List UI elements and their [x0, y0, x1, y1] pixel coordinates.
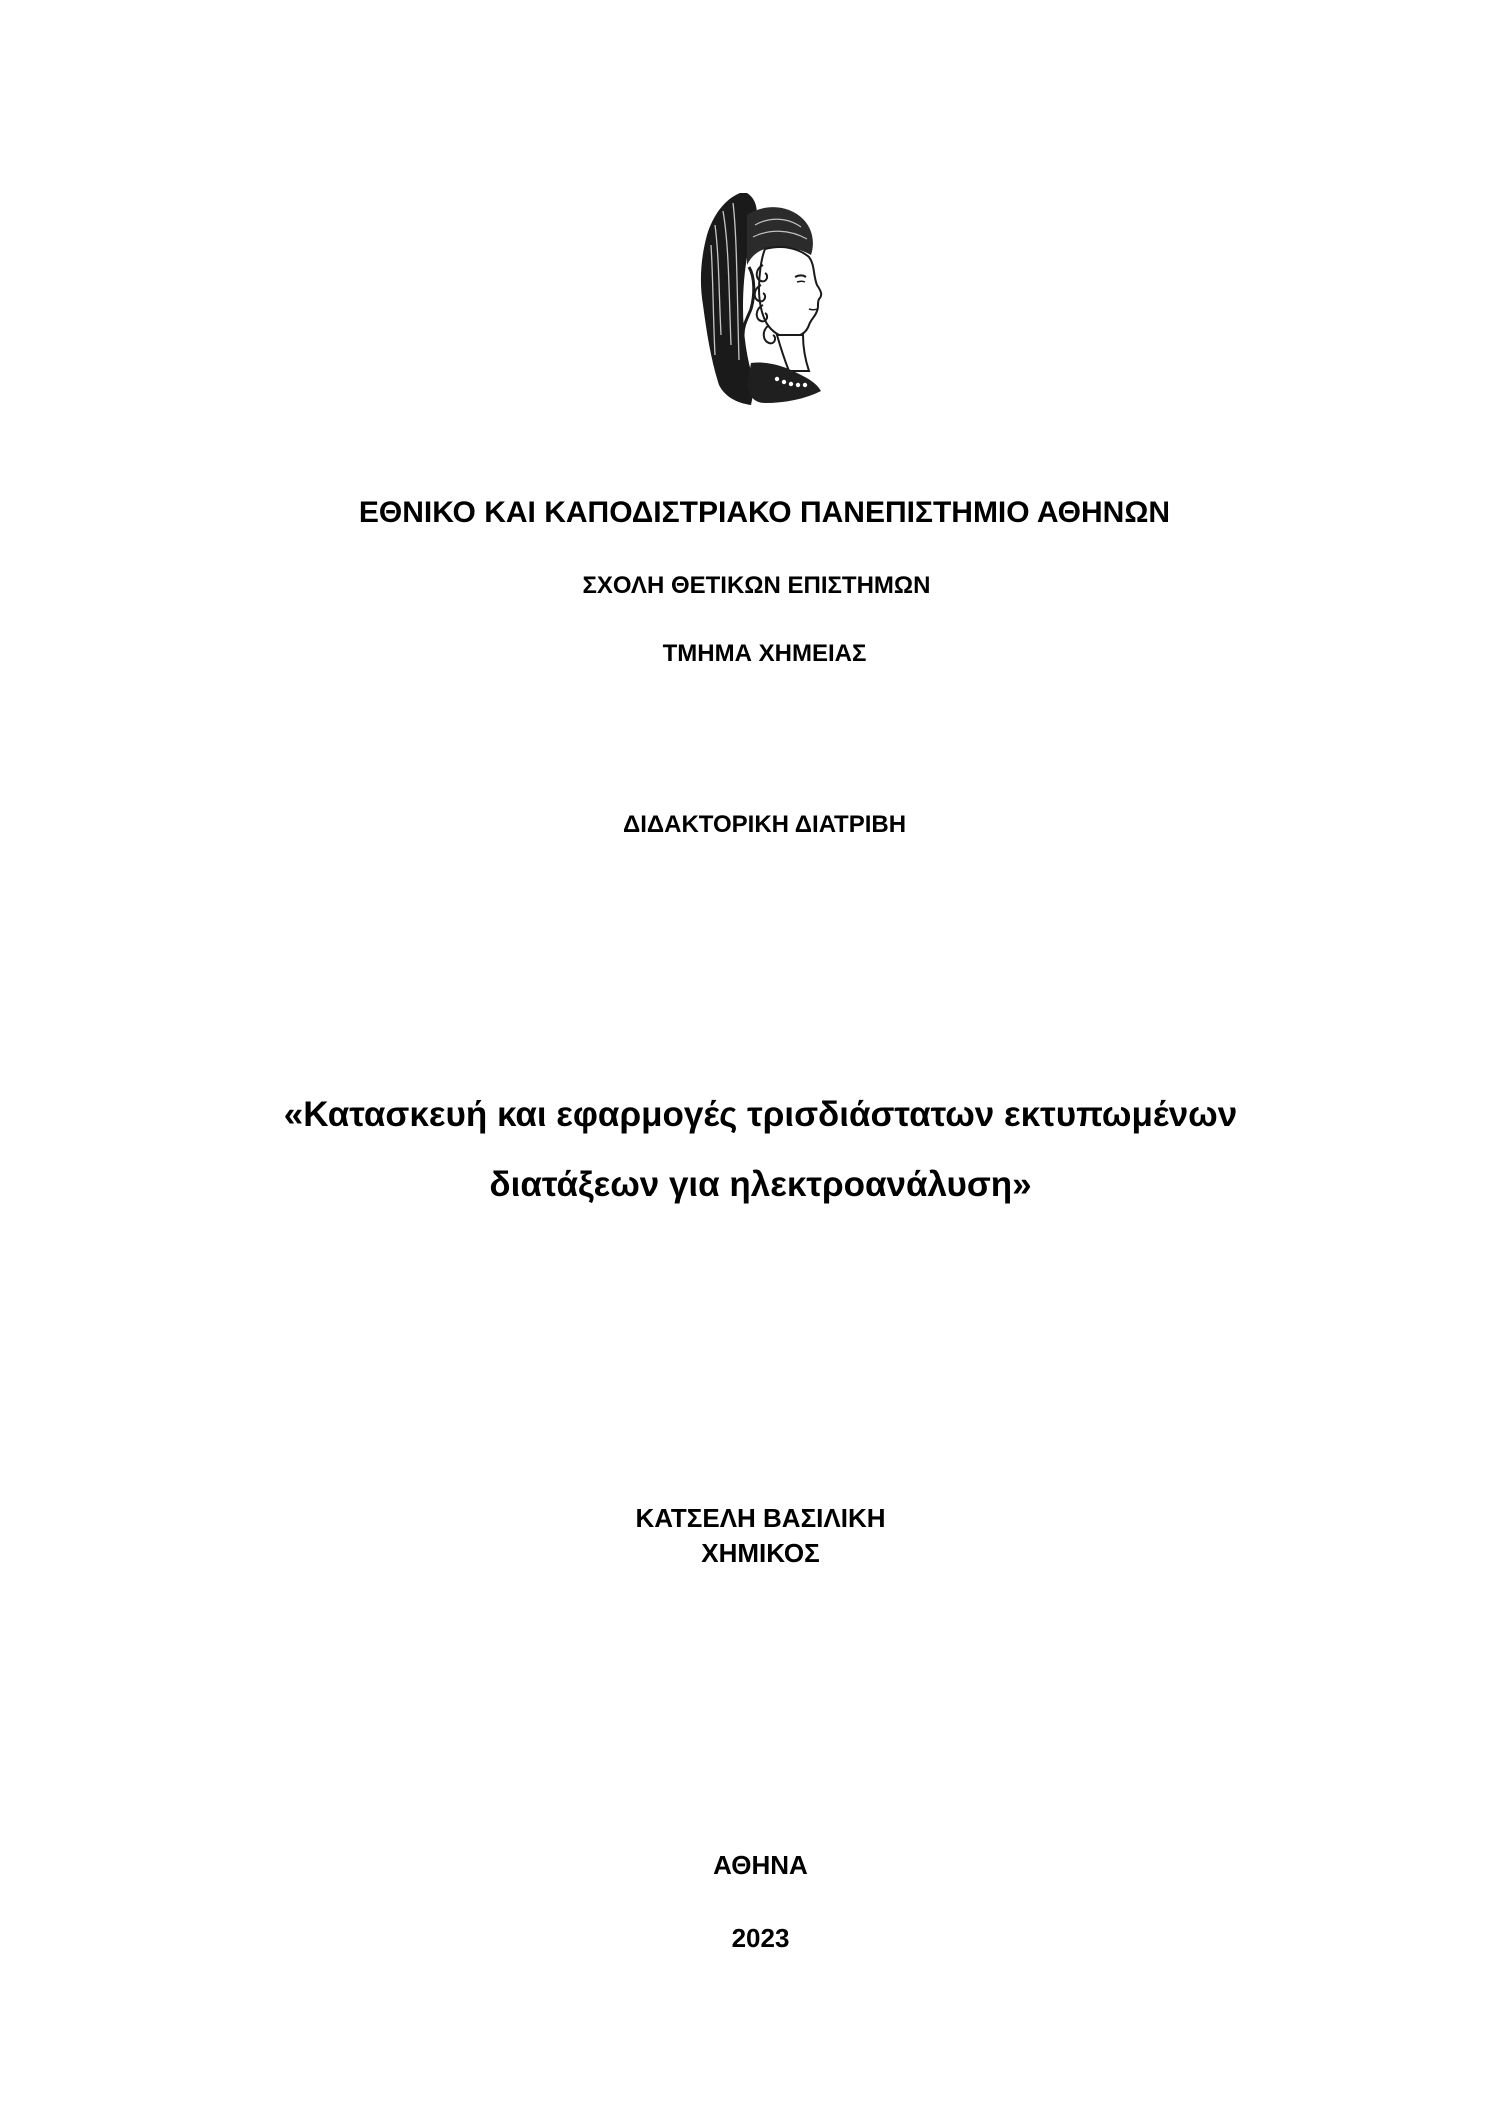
city: ΑΘΗΝΑ: [713, 1850, 808, 1880]
university-name: ΕΘΝΙΚΟ ΚΑΙ ΚΑΠΟΔΙΣΤΡΙΑΚΟ ΠΑΝΕΠΙΣΤΗΜΙΟ ΑΘΗΝΩΝ: [358, 496, 1171, 529]
thesis-title-line-1: «Κατασκευή και εφαρμογές τρισδιάστατων εκτυπωμένων: [283, 1095, 1238, 1134]
document-type: ΔΙΔΑΚΤΟΡΙΚΗ ΔΙΑΤΡΙΒΗ: [622, 811, 907, 838]
author-profession: ΧΗΜΙΚΟΣ: [701, 1538, 820, 1568]
athena-head-emblem-icon: [685, 185, 830, 410]
school-name: ΣΧΟΛΗ ΘΕΤΙΚΩΝ ΕΠΙΣΤΗΜΩΝ: [582, 572, 931, 599]
year: 2023: [731, 1923, 790, 1953]
department-name: ΤΜΗΜΑ ΧΗΜΕΙΑΣ: [662, 640, 867, 667]
author-name: ΚΑΤΣΕΛΗ ΒΑΣΙΛΙΚΗ: [635, 1503, 886, 1533]
thesis-title-line-2: διατάξεων για ηλεκτροανάλυση»: [489, 1165, 1032, 1204]
